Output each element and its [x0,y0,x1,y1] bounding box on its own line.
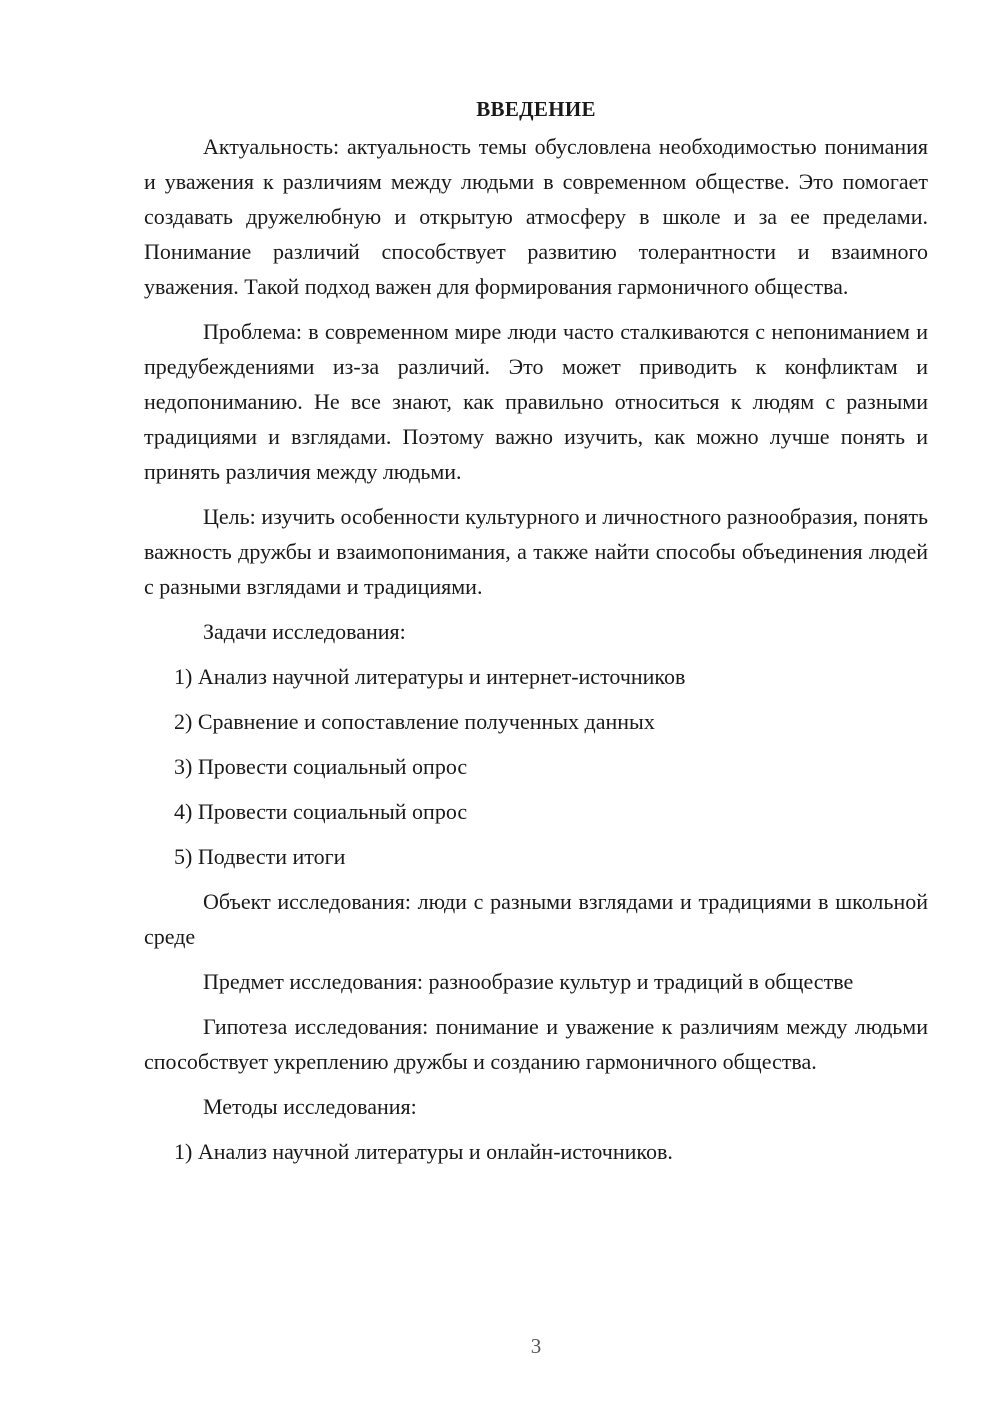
task-item-2: 2) Сравнение и сопоставление полученных данных [174,709,655,734]
object-paragraph: Объект исследования: люди с разными взглядами и традициями в школьной среде [144,889,928,949]
subject-paragraph: Предмет исследования: разнообразие культур и традиций в обществе [203,969,854,994]
task-item-5: 5) Подвести итоги [174,844,346,869]
hypothesis-paragraph: Гипотеза исследования: понимание и уважение к различиям между людьми способствует укреплению дружбы и созданию гармоничного общества. [144,1014,928,1074]
task-item-1: 1) Анализ научной литературы и интернет-источников [174,664,686,689]
task-item-4: 4) Провести социальный опрос [174,799,468,824]
problem-paragraph: Проблема: в современном мире люди часто сталкиваются с непониманием и предубеждениями из-за различий. Это может приводить к конфликтам и недопониманию. Не все знают, как правильно относиться к людям с разными традициями и взглядами. Поэтому важно изучить, как можно лучше понять и принять различия между людьми. [144,319,928,484]
section-title: ВВЕДЕНИЕ [476,97,596,121]
method-item-1: 1) Анализ научной литературы и онлайн-источников. [174,1139,673,1164]
methods-heading: Методы исследования: [203,1094,417,1119]
goal-paragraph: Цель: изучить особенности культурного и личностного разнообразия, понять важность дружбы и взаимопонимания, а также найти способы объединения людей с разными взглядами и традициями. [144,504,928,599]
tasks-heading: Задачи исследования: [203,619,406,644]
relevance-paragraph: Актуальность: актуальность темы обусловлена необходимостью понимания и уважения к различиям между людьми в современном обществе. Это помогает создавать дружелюбную и открытую атмосферу в школе и за ее пределами. Понимание различий способствует развитию толерантности и взаимного уважения. Такой подход важен для формирования гармоничного общества. [144,134,928,299]
page-body [144,92,928,1179]
page-number: 3 [530,1334,542,1358]
task-item-3: 3) Провести социальный опрос [174,754,468,779]
